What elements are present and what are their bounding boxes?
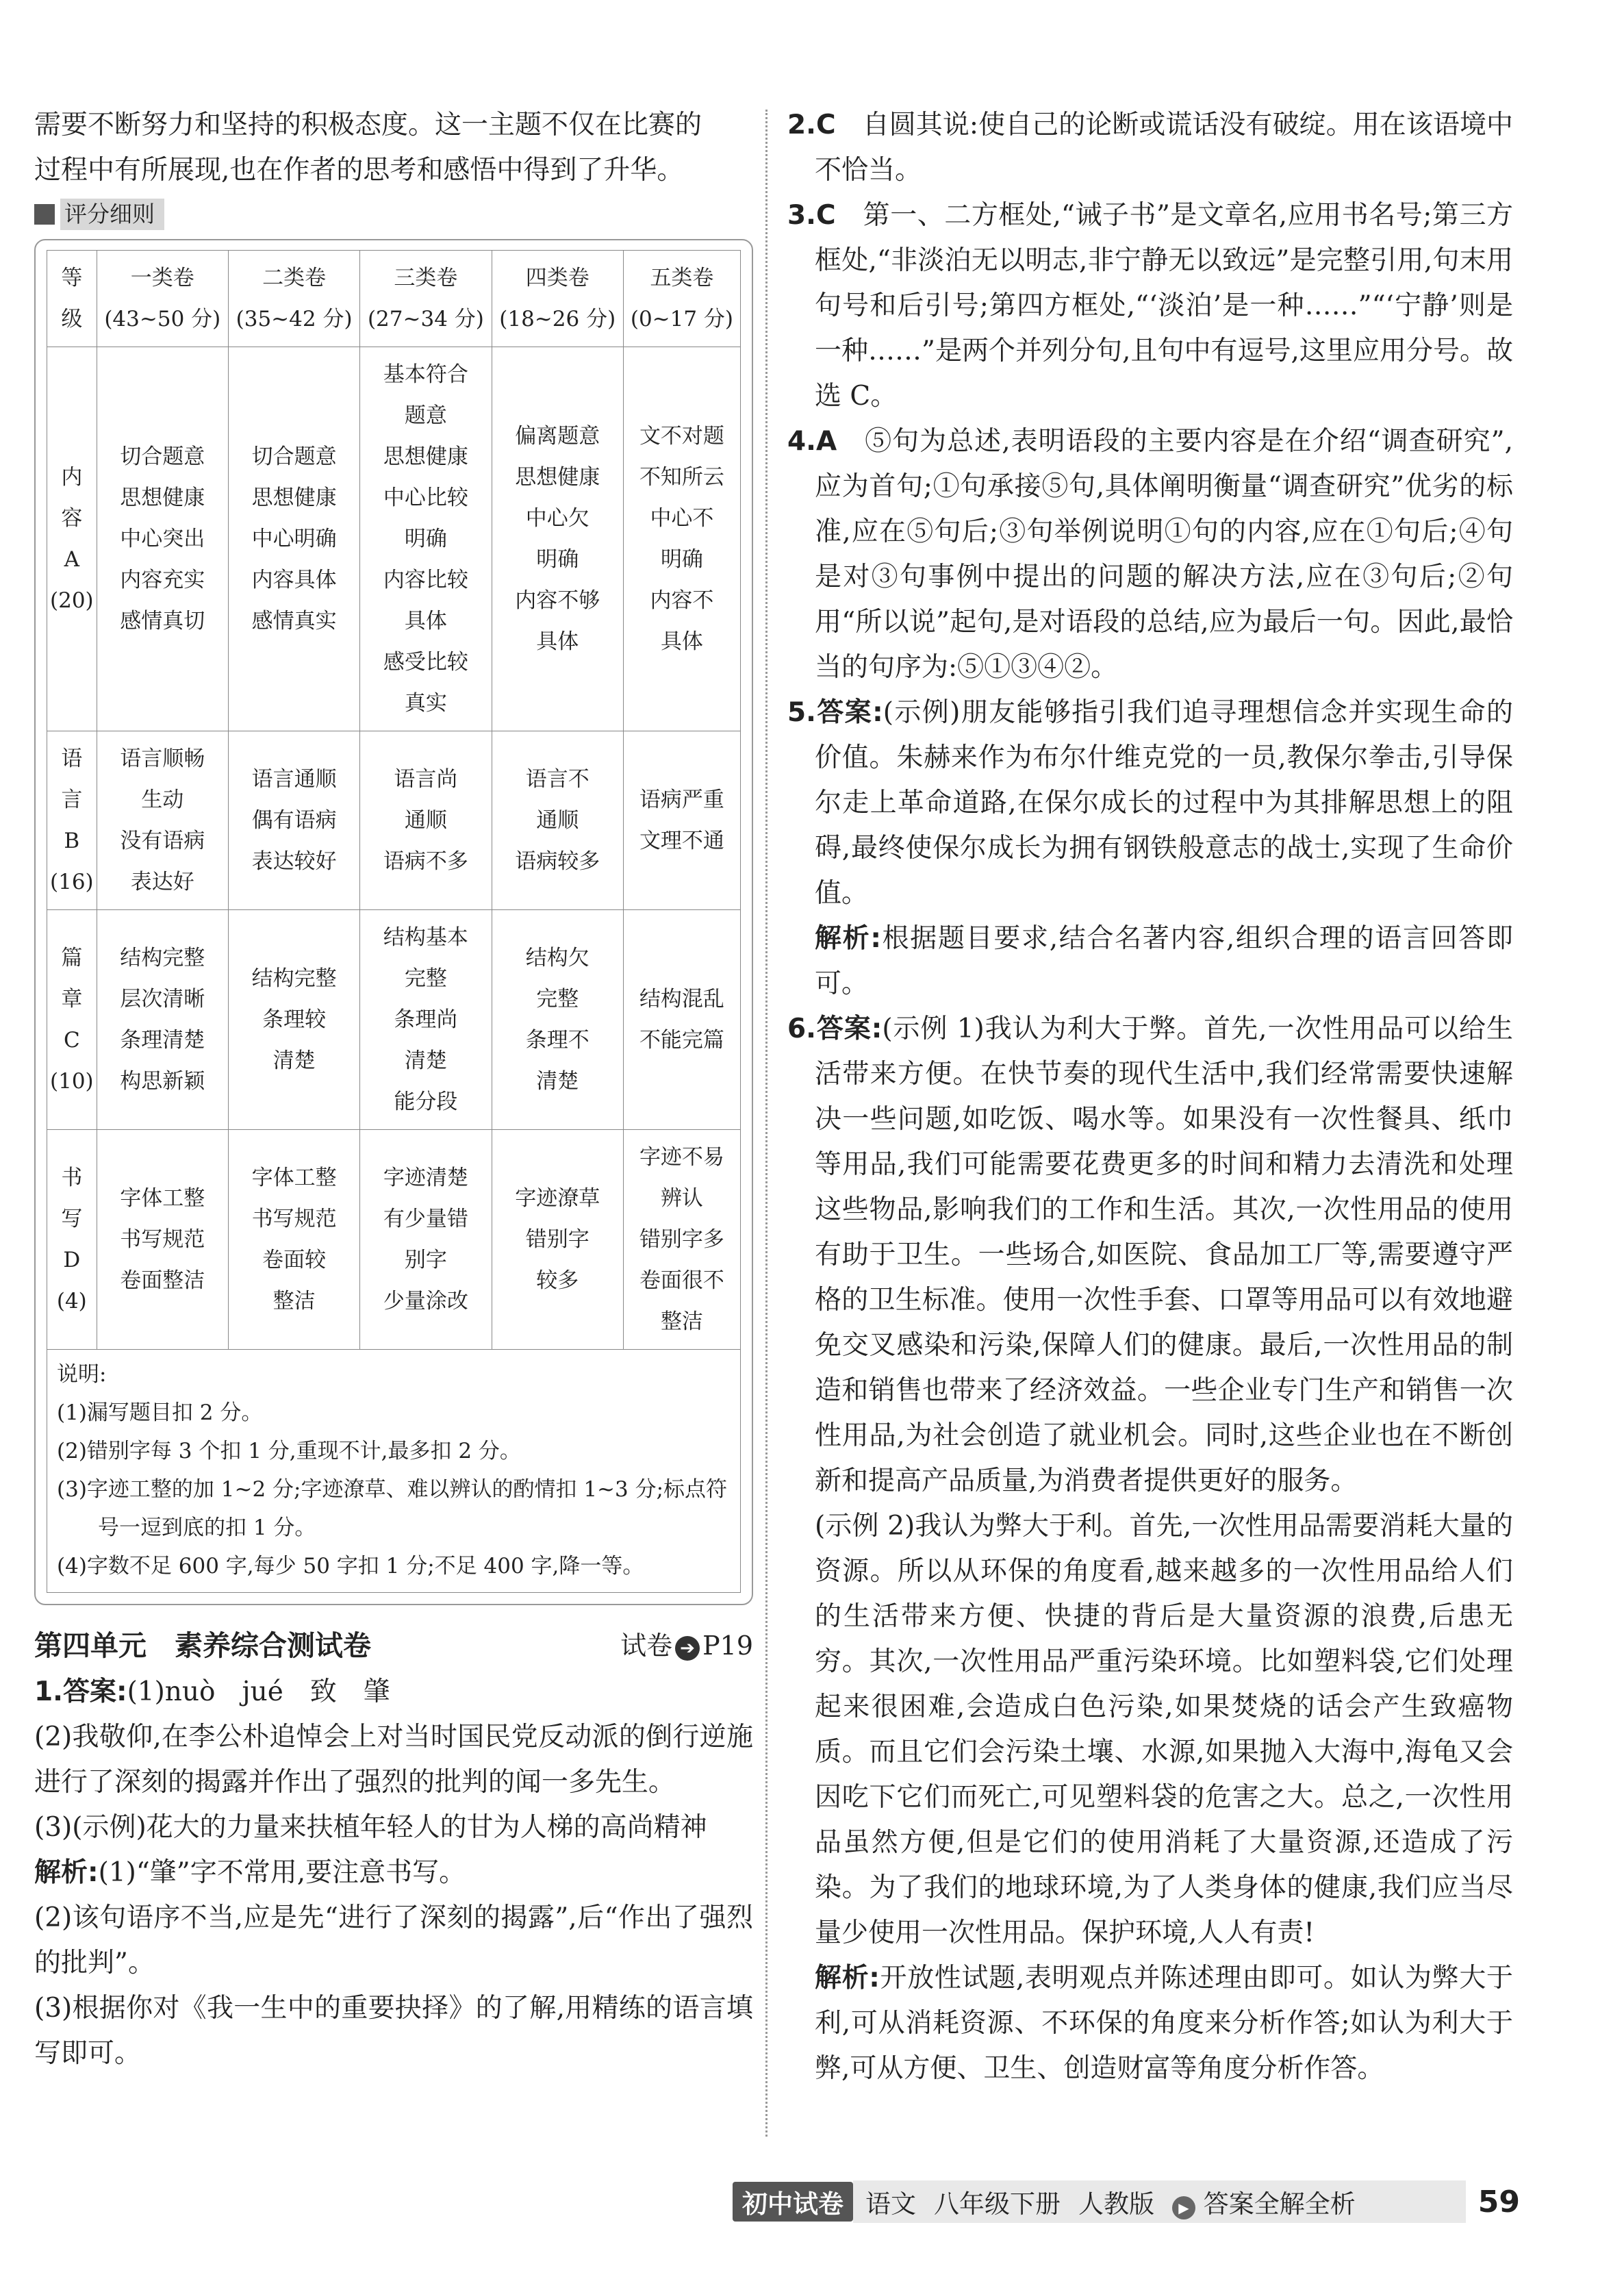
rubric-cell-line: 不能完篇 bbox=[639, 1028, 724, 1053]
rubric-cell-line: 清楚 bbox=[536, 1069, 579, 1094]
rubric-criterion-cell-line: 言 bbox=[61, 788, 83, 812]
rubric-cell bbox=[228, 731, 359, 910]
q1-explanation-label: 解析: bbox=[34, 1857, 99, 1888]
footer-grade: 八年级下册 bbox=[934, 2189, 1061, 2219]
q4 bbox=[787, 419, 1513, 690]
q1-explanation-1 bbox=[34, 1850, 753, 1896]
rubric-cell-line: 中心明确 bbox=[251, 527, 337, 551]
rubric-cell-line: 结构完整 bbox=[120, 946, 205, 970]
rubric-cell-line: 字迹清楚 bbox=[383, 1166, 468, 1190]
rubric-cell bbox=[492, 910, 623, 1130]
q3 bbox=[787, 193, 1513, 419]
rubric-cell-line: 语病严重 bbox=[639, 788, 724, 812]
rubric-cell-line: 思想健康 bbox=[383, 444, 468, 469]
right-column bbox=[787, 103, 1513, 2091]
q6-text-1: (示例 1)我认为利大于弊。首先,一次性用品可以给生活带来方便。在快节奏的现代生活中,我们经常需要快速解决一些问题,如吃饭、喝水等。如果没有一次性餐具、纸巾等用品,我们可能需要花费更多的时间和精力去清洗和处理这些物品,影响我们的工作和生活。其次,一次性用品的使用有助于卫生。一些场合,如医院、食品加工厂等,需要遵守严格的卫生标准。使用一次性手套、口罩等用品可以有效地避免交叉感染和污染,保障人们的健康。最后,一次性用品的制造和销售也带来了经济效益。一些企业专门生产和销售一次性用品,为社会创造了就业机会。同时,这些企业也在不断创新和提高产品质量,为消费者提供更好的服务。 bbox=[815, 1014, 1513, 1496]
q1-answer-2: (2)我敬仰,在李公朴追悼会上对当时国民党反动派的倒行逆施进行了深刻的揭露并作出了强烈的批判的闻一多先生。 bbox=[34, 1722, 753, 1798]
rubric-cell-line: 表达较好 bbox=[251, 849, 337, 874]
rubric-cell-line: 偶有语病 bbox=[251, 808, 337, 833]
q5-explanation-text: 根据题目要求,结合名著内容,组织合理的语言回答即可。 bbox=[815, 923, 1513, 999]
notes-title: 说明: bbox=[57, 1362, 107, 1387]
rubric-cell-line: 字迹不易 bbox=[639, 1145, 724, 1170]
q1-explanation-2: (2)该句语序不当,应是先“进行了深刻的揭露”,后“作出了强烈的批判”。 bbox=[34, 1902, 753, 1978]
rubric-cell-line: 感受比较 bbox=[383, 650, 468, 675]
rubric-cell-line: 思想健康 bbox=[515, 465, 600, 490]
rubric-cell-line: 表达好 bbox=[130, 870, 194, 894]
intro-line-1: 需要不断努力和坚持的积极态度。这一主题不仅在比赛的 bbox=[34, 110, 702, 140]
rubric-criterion-cell-line: (20) bbox=[50, 588, 94, 613]
rubric-cell-line: 基本符合 bbox=[383, 362, 468, 387]
rubric-header-cell-line: (35~42 分) bbox=[236, 307, 353, 331]
rubric-cell-line: 结构完整 bbox=[251, 966, 337, 991]
rubric-header-cell-line: 级 bbox=[61, 307, 83, 331]
q6-explanation bbox=[787, 1956, 1513, 2091]
rubric-cell bbox=[97, 910, 228, 1130]
rubric-criterion-cell bbox=[47, 347, 97, 731]
rubric-cell-line: 感情真切 bbox=[120, 609, 205, 633]
rubric-cell-line: 中心不 bbox=[650, 506, 714, 531]
rubric-cell-line: 语言不 bbox=[525, 767, 589, 792]
rubric-cell bbox=[228, 910, 359, 1130]
rubric-cell bbox=[228, 1130, 359, 1350]
q1-answer-1 bbox=[34, 1670, 753, 1715]
rubric-cell-line: 条理不 bbox=[525, 1028, 589, 1053]
note-1: (1)漏写题目扣 2 分。 bbox=[57, 1400, 263, 1425]
page-footer bbox=[733, 2178, 1520, 2226]
rubric-cell-line: 具体 bbox=[404, 609, 447, 633]
rubric-cell bbox=[492, 1130, 623, 1350]
rubric-criterion-cell-line: (16) bbox=[50, 870, 94, 894]
q4-text: ⑤句为总述,表明语段的主要内容是在介绍“调查研究”,应为首句;①句承接⑤句,具体阐明衡量“调查研究”优劣的标准,应在⑤句后;③句举例说明①句的内容,应在①句后;④句是对③句事例中提出的问题的解决方法,应在③句后;②句用“所以说”起句,是对语段的总结,应为最后一句。因此,最恰当的句序为:⑤①③④②。 bbox=[815, 426, 1513, 683]
rubric-cell-line: 整洁 bbox=[272, 1289, 316, 1313]
rubric-cell-line: 生动 bbox=[141, 788, 184, 812]
rubric-cell-line: 内容不 bbox=[650, 588, 714, 613]
rubric-cell-line: 具体 bbox=[536, 629, 579, 654]
rubric-square-icon bbox=[34, 204, 55, 225]
rubric-header-cell bbox=[47, 251, 97, 347]
rubric-cell-line: 结构基本 bbox=[383, 925, 468, 950]
q1-answer-3: (3)(示例)花大的力量来扶植年轻人的甘为人梯的高尚精神 bbox=[34, 1812, 707, 1843]
rubric-criterion-cell bbox=[47, 731, 97, 910]
rubric-tag bbox=[34, 199, 164, 230]
rubric-cell-line: 结构欠 bbox=[525, 946, 589, 970]
rubric-cell-line: 书写规范 bbox=[251, 1207, 337, 1231]
rubric-cell-line: 中心突出 bbox=[120, 527, 205, 551]
rubric-header-cell-line: 三类卷 bbox=[394, 266, 458, 290]
rubric-row bbox=[47, 910, 741, 1130]
rubric-cell bbox=[492, 731, 623, 910]
rubric-header-cell-line: (0~17 分) bbox=[630, 307, 734, 331]
rubric-cell-line: 结构混乱 bbox=[639, 987, 724, 1011]
footer-series: 答案全解全析 bbox=[1203, 2189, 1356, 2219]
section-ref-page: P19 bbox=[702, 1631, 753, 1661]
q4-number: 4.A bbox=[787, 426, 837, 457]
rubric-header-cell-line: (43~50 分) bbox=[104, 307, 221, 331]
rubric-header-cell bbox=[228, 251, 359, 347]
rubric-header-cell-line: (18~26 分) bbox=[499, 307, 616, 331]
rubric-label: 评分细则 bbox=[60, 199, 164, 230]
rubric-cell bbox=[623, 347, 740, 731]
rubric-cell-line: 不知所云 bbox=[639, 465, 724, 490]
q6-explanation-text: 开放性试题,表明观点并陈述理由即可。如认为弊大于利,可从消耗资源、不环保的角度来分析作答;如认为利大于弊,可从方便、卫生、创造财富等角度分析作答。 bbox=[815, 1963, 1513, 2084]
q1-answer-1-text: (1)nuò jué 致 肇 bbox=[127, 1676, 390, 1707]
rubric-cell-line: 语言顺畅 bbox=[120, 746, 205, 771]
rubric-cell bbox=[228, 347, 359, 731]
page-number: 59 bbox=[1477, 2184, 1520, 2219]
rubric-cell-line: 偏离题意 bbox=[515, 424, 600, 449]
left-column bbox=[34, 103, 753, 2076]
note-4: (4)字数不足 600 字,每少 50 字扣 1 分;不足 400 字,降一等。 bbox=[57, 1554, 644, 1578]
rubric-cell-line: 文理不通 bbox=[639, 829, 724, 853]
rubric-criterion-cell-line: 写 bbox=[61, 1207, 83, 1231]
q1-number: 1. bbox=[34, 1676, 63, 1707]
q2-number: 2.C bbox=[787, 110, 836, 140]
rubric-cell-line: 具体 bbox=[660, 629, 703, 654]
rubric-cell-line: 完整 bbox=[404, 966, 447, 991]
rubric-criterion-cell-line: 篇 bbox=[61, 946, 83, 970]
play-icon: ▶ bbox=[1172, 2196, 1195, 2219]
rubric-row bbox=[47, 347, 741, 731]
q6-explanation-label: 解析: bbox=[815, 1963, 880, 1993]
rubric-cell-line: 语病较多 bbox=[515, 849, 600, 874]
rubric-cell-line: 卷面整洁 bbox=[120, 1268, 205, 1293]
rubric-cell bbox=[97, 731, 228, 910]
rubric-cell-line: 整洁 bbox=[660, 1309, 703, 1334]
rubric-cell-line: 卷面很不 bbox=[639, 1268, 724, 1293]
rubric-cell-line: 中心欠 bbox=[525, 506, 589, 531]
rubric-cell-line: 切合题意 bbox=[251, 444, 337, 469]
q1-answer-label: 答案: bbox=[62, 1676, 127, 1707]
rubric-cell-line: 内容不够 bbox=[515, 588, 600, 613]
arrow-right-icon: ➔ bbox=[675, 1636, 700, 1661]
rubric-cell bbox=[360, 347, 492, 731]
q5-text: (示例)朋友能够指引我们追寻理想信念并实现生命的价值。朱赫来作为布尔什维克党的一员,教保尔拳击,引导保尔走上革命道路,在保尔成长的过程中为其排解思想上的阻碍,最终使保尔成长为拥有钢铁般意志的战士,实现了生命价值。 bbox=[815, 697, 1513, 909]
rubric-header-cell bbox=[97, 251, 228, 347]
rubric-cell-line: 完整 bbox=[536, 987, 579, 1011]
q6-text-2: (示例 2)我认为弊大于利。首先,一次性用品需要消耗大量的资源。所以从环保的角度看,越来越多的一次性用品给人们的生活带来方便、快捷的背后是大量资源的浪费,后患无穷。其次,一次性用品严重污染环境。比如塑料袋,它们处理起来很困难,会造成白色污染,如果焚烧的话会产生致癌物质。而且它们会污染土壤、水源,如果抛入大海中,海龟又会因吃下它们而死亡,可见塑料袋的危害之大。总之,一次性用品虽然方便,但是它们的使用消耗了大量资源,还造成了污染。为了我们的地球环境,为了人类身体的健康,我们应当尽量少使用一次性用品。保护环境,人人有责! bbox=[815, 1511, 1513, 1948]
rubric-cell-line: 能分段 bbox=[394, 1090, 458, 1114]
rubric-criterion-cell-line: D bbox=[63, 1248, 81, 1272]
rubric-cell-line: 通顺 bbox=[404, 808, 447, 833]
q5-explanation-label: 解析: bbox=[815, 923, 881, 954]
rubric-criterion-cell-line: 内 bbox=[61, 465, 83, 490]
rubric-cell-line: 语言尚 bbox=[394, 767, 458, 792]
rubric-header-cell bbox=[492, 251, 623, 347]
section-ref bbox=[620, 1623, 753, 1668]
rubric-cell bbox=[360, 910, 492, 1130]
rubric-cell bbox=[97, 347, 228, 731]
rubric-criterion-cell-line: 书 bbox=[61, 1166, 83, 1190]
rubric-criterion-cell bbox=[47, 910, 97, 1130]
section-header bbox=[34, 1623, 753, 1668]
rubric-cell-line: 字体工整 bbox=[251, 1166, 337, 1190]
q5-answer-label: 答案: bbox=[815, 697, 883, 728]
rubric-cell-line: 明确 bbox=[536, 547, 579, 572]
rubric-cell-line: 思想健康 bbox=[251, 486, 337, 510]
q3-text: 第一、二方框处,“诫子书”是文章名,应用书名号;第三方框处,“非淡泊无以明志,非宁静无以致远”是完整引用,句末用句号和后引号;第四方框处,“‘淡泊’是一种……”“‘宁静’则是一种……”是两个并列分句,且句中有逗号,这里应用分号。故选 C。 bbox=[815, 200, 1513, 412]
rubric-header-cell bbox=[623, 251, 740, 347]
rubric-cell bbox=[492, 347, 623, 731]
rubric-header-cell bbox=[360, 251, 492, 347]
note-2: (2)错别字每 3 个扣 1 分,重现不计,最多扣 2 分。 bbox=[57, 1439, 521, 1463]
rubric-table bbox=[47, 250, 741, 1350]
rubric-cell-line: 清楚 bbox=[404, 1048, 447, 1073]
rubric-cell-line: 错别字 bbox=[525, 1227, 589, 1252]
footer-bar bbox=[853, 2180, 1466, 2223]
rubric-cell bbox=[97, 1130, 228, 1350]
rubric-cell bbox=[360, 1130, 492, 1350]
rubric-cell-line: 明确 bbox=[404, 527, 447, 551]
rubric-cell-line: 错别字多 bbox=[639, 1227, 724, 1252]
rubric-criterion-cell-line: 容 bbox=[61, 506, 83, 531]
rubric-cell-line: 条理尚 bbox=[394, 1007, 458, 1032]
rubric-row bbox=[47, 731, 741, 910]
rubric-criterion-cell-line: C bbox=[63, 1028, 80, 1053]
section-title: 第四单元 素养综合测试卷 bbox=[34, 1629, 371, 1662]
rubric-cell-line: 内容比较 bbox=[383, 568, 468, 592]
rubric-cell-line: 题意 bbox=[404, 403, 447, 428]
rubric-cell bbox=[623, 910, 740, 1130]
rubric-cell-line: 明确 bbox=[660, 547, 703, 572]
rubric-cell-line: 少量涂改 bbox=[383, 1289, 468, 1313]
rubric-header-cell-line: 四类卷 bbox=[525, 266, 589, 290]
rubric-criterion-cell-line: 语 bbox=[61, 746, 83, 771]
rubric-header-cell-line: 等 bbox=[61, 266, 83, 290]
rubric-cell-line: 较多 bbox=[536, 1268, 579, 1293]
rubric-cell bbox=[623, 1130, 740, 1350]
rubric-cell-line: 别字 bbox=[404, 1248, 447, 1272]
rubric-header-cell-line: 二类卷 bbox=[262, 266, 327, 290]
rubric-cell-line: 内容具体 bbox=[251, 568, 337, 592]
rubric-cell-line: 书写规范 bbox=[120, 1227, 205, 1252]
rubric-cell-line: 没有语病 bbox=[120, 829, 205, 853]
rubric-criterion-cell-line: B bbox=[64, 829, 80, 853]
rubric-criterion-cell-line: (4) bbox=[56, 1289, 87, 1313]
rubric-cell-line: 条理清楚 bbox=[120, 1028, 205, 1053]
rubric-header-cell-line: 一类卷 bbox=[130, 266, 194, 290]
rubric-header-row bbox=[47, 251, 741, 347]
rubric-cell-line: 条理较 bbox=[262, 1007, 327, 1032]
rubric-criterion-cell-line: 章 bbox=[61, 987, 83, 1011]
rubric-cell-line: 感情真实 bbox=[251, 609, 337, 633]
footer-subject: 语文 bbox=[865, 2189, 916, 2219]
rubric-cell-line: 思想健康 bbox=[120, 486, 205, 510]
rubric-header-cell-line: 五类卷 bbox=[650, 266, 714, 290]
rubric-header-cell-line: (27~34 分) bbox=[367, 307, 484, 331]
rubric-cell-line: 内容充实 bbox=[120, 568, 205, 592]
rubric-cell-line: 辨认 bbox=[660, 1186, 703, 1211]
intro-line-2: 过程中有所展现,也在作者的思考和感悟中得到了升华。 bbox=[34, 155, 684, 186]
rubric-criterion-cell-line: A bbox=[64, 547, 80, 572]
q3-number: 3.C bbox=[787, 200, 836, 231]
rubric-cell-line: 中心比较 bbox=[383, 486, 468, 510]
q1-explanation-3: (3)根据你对《我一生中的重要抉择》的了解,用精练的语言填写即可。 bbox=[34, 1993, 753, 2069]
q2-text: 自圆其说:使自己的论断或谎话没有破绽。用在该语境中不恰当。 bbox=[815, 110, 1513, 186]
q2 bbox=[787, 103, 1513, 193]
q5-explanation bbox=[787, 916, 1513, 1007]
rubric-cell-line: 切合题意 bbox=[120, 444, 205, 469]
rubric-notes bbox=[47, 1350, 741, 1593]
rubric-row bbox=[47, 1130, 741, 1350]
q6-answer-label: 答案: bbox=[815, 1014, 883, 1044]
footer-brand: 初中试卷 bbox=[733, 2182, 853, 2222]
rubric-criterion-cell bbox=[47, 1130, 97, 1350]
q6-number: 6. bbox=[787, 1014, 816, 1044]
rubric-cell-line: 通顺 bbox=[536, 808, 579, 833]
q5 bbox=[787, 690, 1513, 916]
rubric-box bbox=[34, 239, 753, 1605]
footer-edition: 人教版 bbox=[1078, 2189, 1154, 2219]
q6 bbox=[787, 1007, 1513, 1504]
rubric-cell-line: 真实 bbox=[404, 691, 447, 716]
column-divider bbox=[765, 110, 767, 2137]
rubric-cell-line: 层次清晰 bbox=[120, 987, 205, 1011]
rubric-cell-line: 语言通顺 bbox=[251, 767, 337, 792]
rubric-cell-line: 有少量错 bbox=[383, 1207, 468, 1231]
rubric-cell-line: 卷面较 bbox=[262, 1248, 327, 1272]
rubric-cell bbox=[360, 731, 492, 910]
section-ref-prefix: 试卷 bbox=[620, 1631, 673, 1661]
rubric-cell-line: 字体工整 bbox=[120, 1186, 205, 1211]
rubric-cell-line: 构思新颖 bbox=[120, 1069, 205, 1094]
q5-number: 5. bbox=[787, 697, 816, 728]
footer-series-wrap bbox=[1172, 2183, 1356, 2220]
rubric-cell-line: 字迹潦草 bbox=[515, 1186, 600, 1211]
rubric-cell-line: 文不对题 bbox=[639, 424, 724, 449]
rubric-cell-line: 清楚 bbox=[272, 1048, 316, 1073]
q1-explanation-1-text: (1)“肇”字不常用,要注意书写。 bbox=[98, 1857, 466, 1888]
rubric-cell-line: 语病不多 bbox=[383, 849, 468, 874]
note-3: (3)字迹工整的加 1~2 分;字迹潦草、难以辨认的酌情扣 1~3 分;标点符号一逗到底的扣 1 分。 bbox=[57, 1477, 728, 1540]
rubric-criterion-cell-line: (10) bbox=[50, 1069, 94, 1094]
rubric-cell bbox=[623, 731, 740, 910]
